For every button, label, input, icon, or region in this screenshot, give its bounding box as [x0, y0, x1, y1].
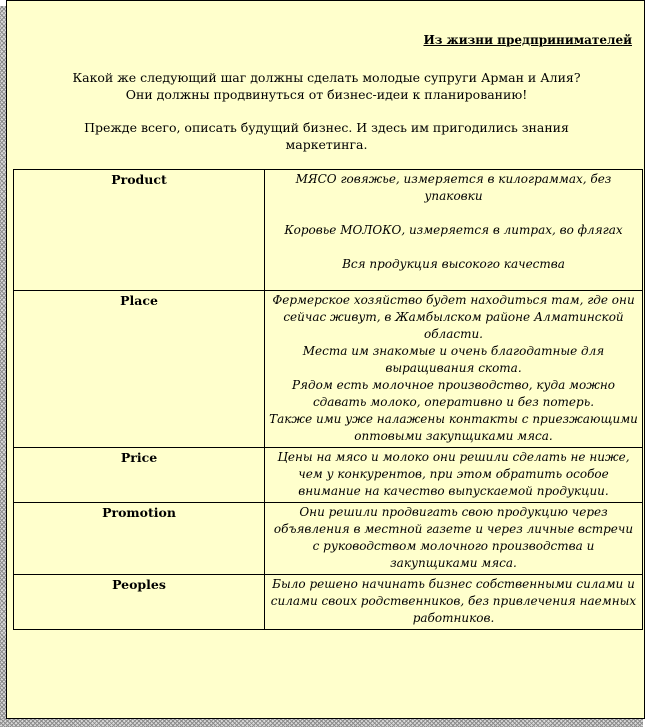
row-value-price: [265, 448, 643, 503]
value-gap: [269, 205, 638, 222]
value-line: Они решили продвигать свою продукцию через объявления в местной газете и через личные встречи с руководством молочного производства и закупщиками мяса.: [273, 505, 634, 570]
row-key-price: Price: [14, 448, 265, 503]
marketing-table: [13, 169, 643, 630]
intro-paragraph-2: Прежде всего, описать будущий бизнес. И здесь им пригодились знания маркетинга.: [84, 120, 569, 152]
row-value-peoples: [265, 575, 643, 630]
row-value-place: [265, 291, 643, 448]
row-key-place: Place: [14, 291, 265, 448]
value-line: Рядом есть молочное производство, куда можно сдавать молоко, оперативно и без потерь.: [291, 378, 615, 409]
row-value-promotion: [265, 503, 643, 575]
value-line: Фермерское хозяйство будет находиться там, где они сейчас живут, в Жамбылском районе Алматинской области.: [272, 293, 635, 341]
intro-line-1: Какой же следующий шаг должны сделать молодые супруги Арман и Алия?: [72, 70, 581, 85]
row-key-peoples: Peoples: [14, 575, 265, 630]
value-line: Коровье МОЛОКО, измеряется в литрах, во флягах: [284, 223, 623, 237]
table-row-place: [14, 291, 643, 448]
text-box: [6, 0, 645, 719]
value-gap: [269, 239, 638, 256]
table-row-peoples: [14, 575, 643, 630]
table-row-price: [14, 448, 643, 503]
heading: Из жизни предпринимателей: [423, 33, 632, 47]
value-line: Было решено начинать бизнес собственными силами и силами своих родственников, без привлечения наемных работников.: [270, 577, 637, 625]
row-key-product: Product: [14, 170, 265, 291]
row-key-promotion: Promotion: [14, 503, 265, 575]
intro-line-2: Они должны продвинуться от бизнес-идеи к планированию!: [125, 87, 528, 102]
value-line: Места им знакомые и очень благодатные для выращивания скота.: [302, 344, 605, 375]
value-line: Вся продукция высокого качества: [342, 257, 565, 271]
table-row-product: [14, 170, 643, 291]
row-value-product: [265, 170, 643, 291]
shadow-bottom: [0, 719, 643, 727]
value-line: Также ими уже налажены контакты с приезжающими оптовыми закупщиками мяса.: [269, 412, 638, 443]
intro-paragraph-1: [7, 69, 646, 103]
value-line: МЯСО говяжье, измеряется в килограммах, без упаковки: [295, 172, 612, 203]
table-row-promotion: [14, 503, 643, 575]
value-line: Цены на мясо и молоко они решили сделать не ниже, чем у конкурентов, при этом обратить особое внимание на качество выпускаемой продукции.: [277, 450, 630, 498]
